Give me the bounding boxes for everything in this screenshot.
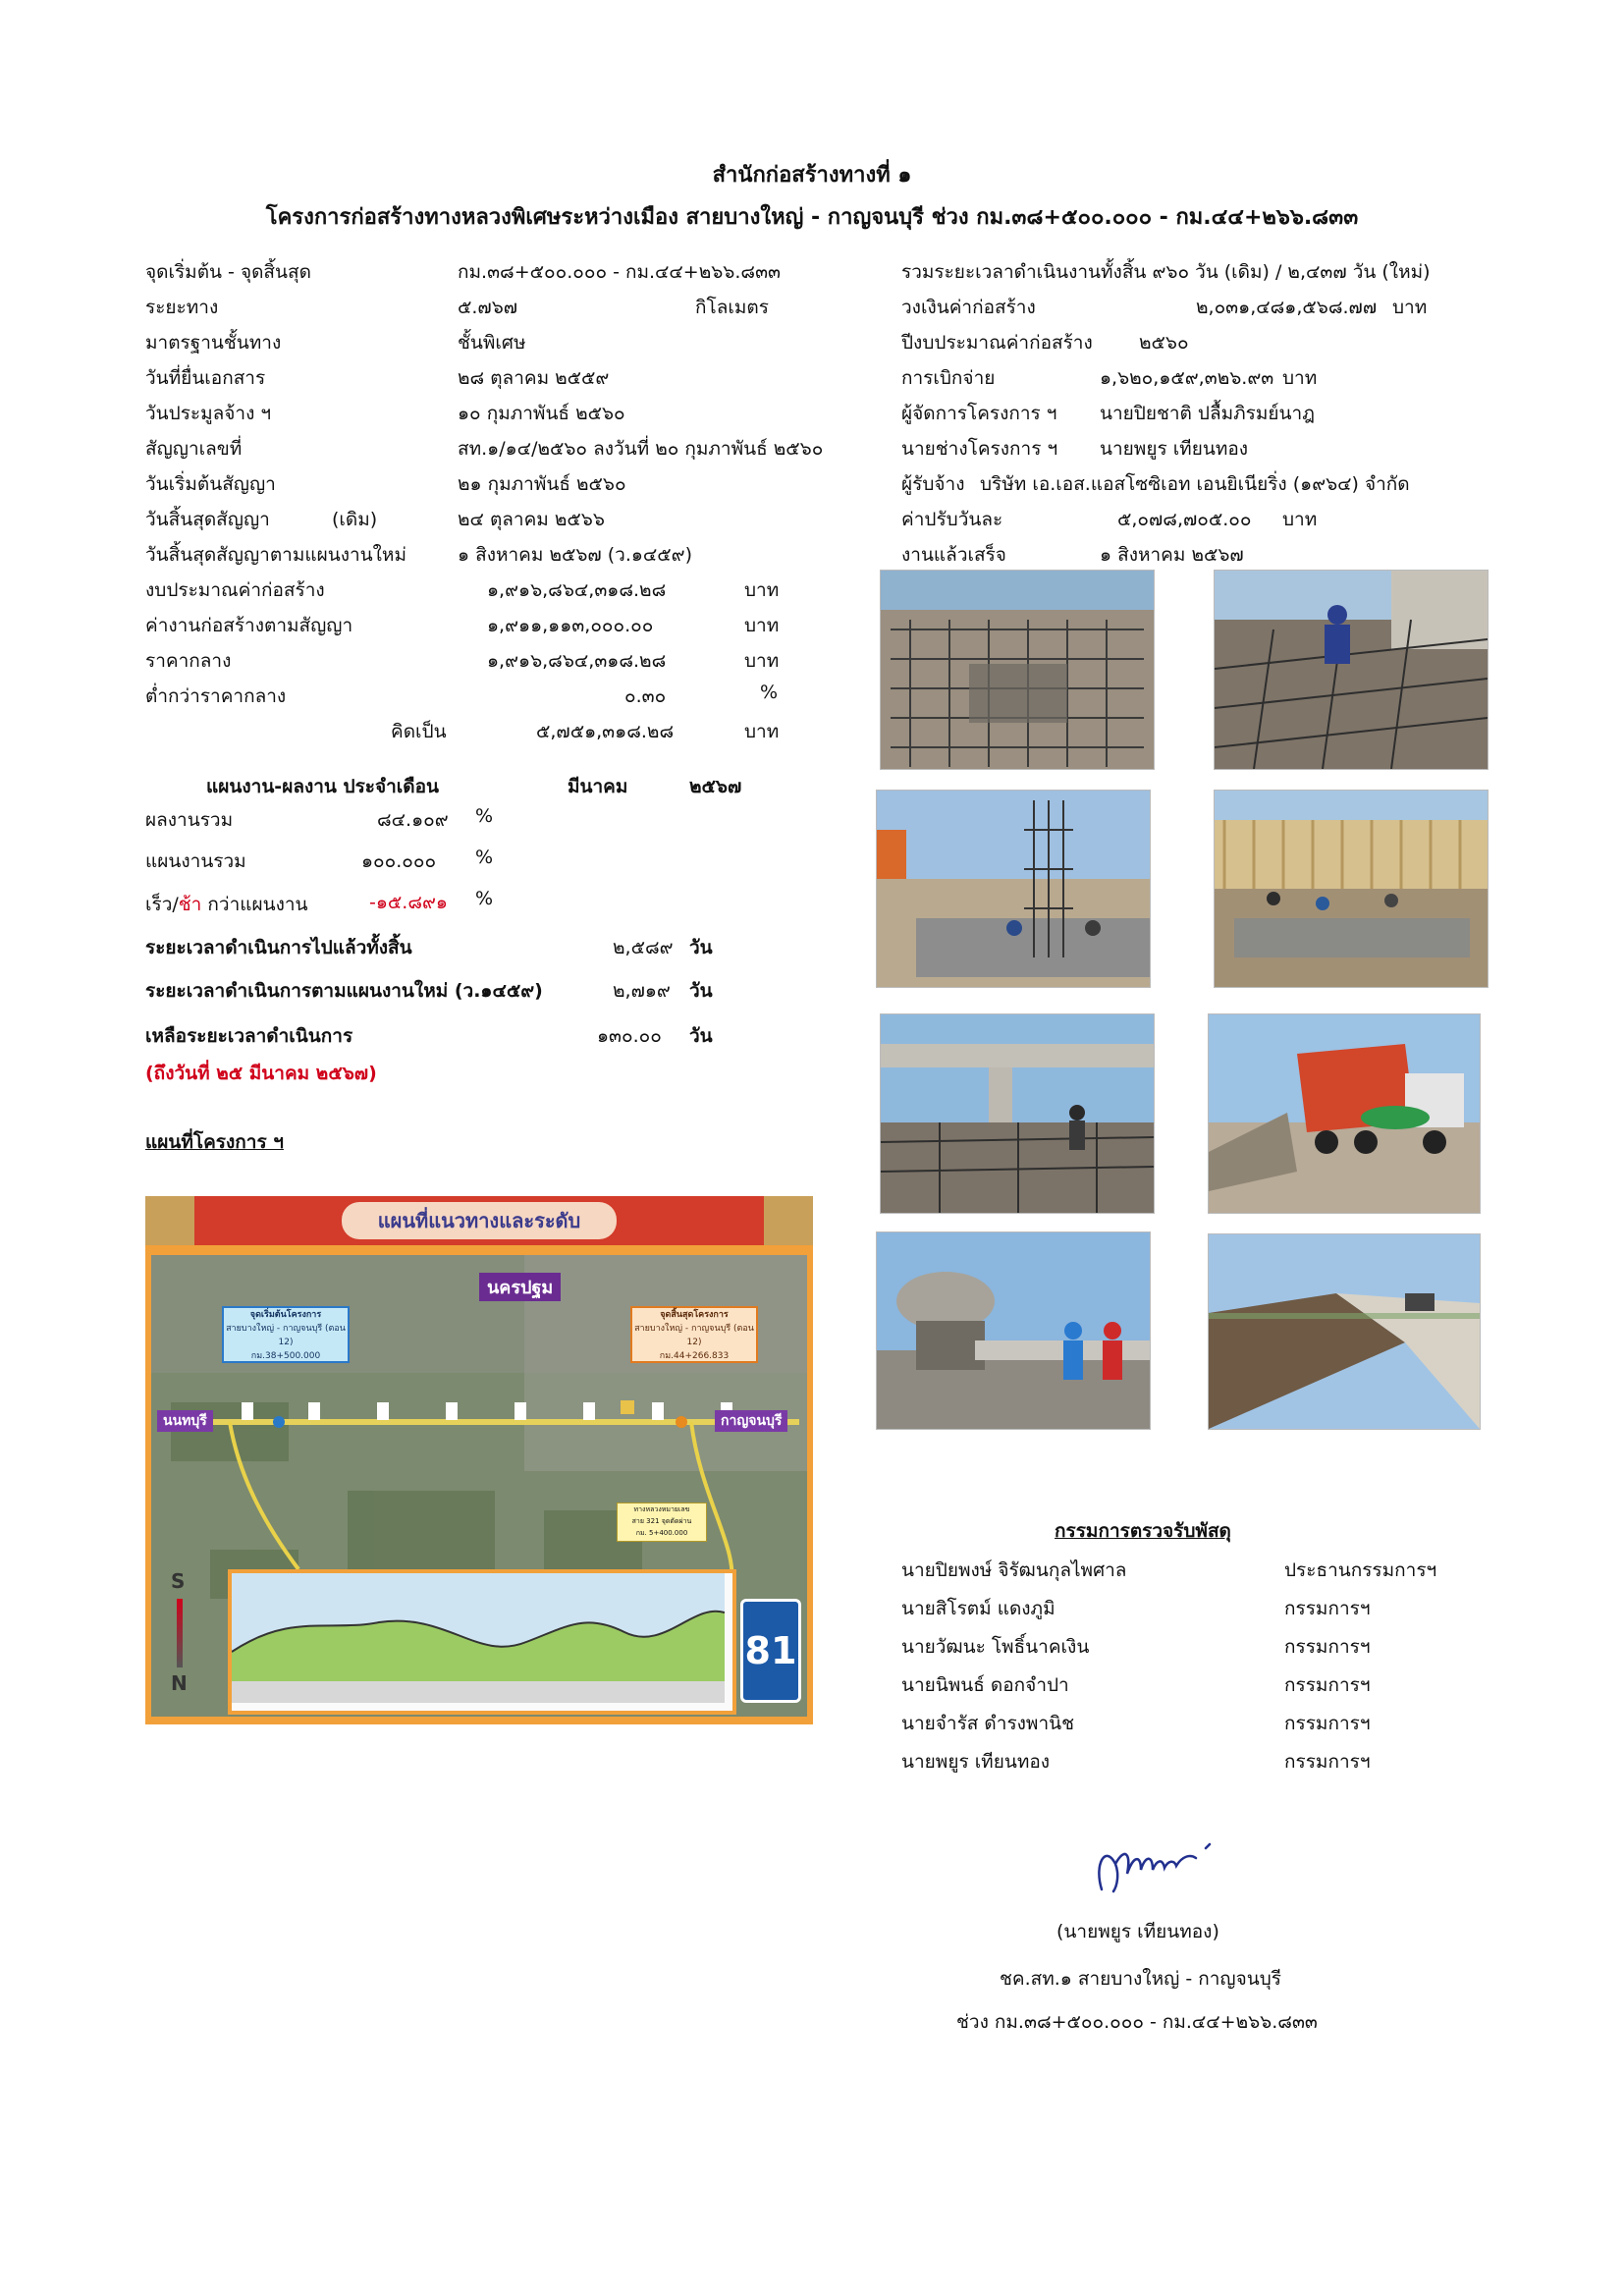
map-left-direction: นนทบุรี xyxy=(157,1410,213,1432)
committee-name: นายนิพนธ์ ดอกจำปา xyxy=(901,1674,1069,1696)
progress-value-diff: -๑๕.๘๙๑ xyxy=(369,892,448,913)
route-shield: 81 xyxy=(740,1599,801,1703)
info-label: วันสิ้นสุดสัญญา xyxy=(145,509,270,530)
info-value: บริษัท เอ.เอส.แอสโซซิเอท เอนยิเนียริ่ง (๑๙๖๔) จำกัด xyxy=(980,473,1410,495)
signature-name: (นายพยูร เทียนทอง) xyxy=(1056,1921,1219,1942)
map-profile-inset xyxy=(228,1569,736,1715)
budget-unit: % xyxy=(760,682,779,703)
photo-pile-caps xyxy=(1214,790,1489,988)
budget-value: ๐.๓๐ xyxy=(624,685,667,707)
budget-unit: บาท xyxy=(744,615,780,636)
committee-name: นายสิโรตม์ แดงภูมิ xyxy=(901,1598,1056,1619)
committee-name: นายวัฒนะ โพธิ์นาคเงิน xyxy=(901,1636,1090,1658)
budget-unit: บาท xyxy=(744,650,780,672)
info-label: งานแล้วเสร็จ xyxy=(901,544,1006,566)
map-end-box xyxy=(630,1306,758,1363)
photo-concrete-mixer xyxy=(876,1231,1151,1430)
as-of-date: (ถึงวันที่ ๒๕ มีนาคม ๒๕๖๗) xyxy=(145,1063,377,1084)
info-value: ๑๐ กุมภาพันธ์ ๒๕๖๐ xyxy=(458,403,625,424)
photo-bridge-deck xyxy=(880,1013,1155,1214)
start-box-line: จุดเริ่มต้นโครงการ xyxy=(249,1310,322,1320)
progress-value: ๘๔.๑๐๙ xyxy=(377,809,449,831)
committee-name: นายจำรัส ดำรงพานิช xyxy=(901,1713,1075,1734)
info-label: รวมระยะเวลาดำเนินงานทั้งสิ้น ๙๖๐ วัน (เดิม) / ๒,๔๓๗ วัน (ใหม่) xyxy=(901,261,1431,283)
duration-label: ระยะเวลาดำเนินการตามแผนงานใหม่ (ว.๑๔๕๙) xyxy=(145,980,543,1002)
progress-unit: % xyxy=(475,805,494,827)
project-map xyxy=(145,1196,813,1724)
photo-column-rebar xyxy=(876,790,1151,988)
committee-heading: กรรมการตรวจรับพัสดุ xyxy=(1055,1520,1231,1542)
fast-label: เร็ว/ xyxy=(145,894,179,915)
end-box-line: สายบางใหญ่ - กาญจนบุรี (ตอน 12) xyxy=(634,1324,754,1347)
duration-value: ๒,๗๑๙ xyxy=(613,980,671,1002)
budget-unit: บาท xyxy=(744,721,780,742)
signature-scribble xyxy=(1088,1834,1225,1901)
duration-unit: วัน xyxy=(689,937,713,958)
info-unit: บาท xyxy=(1282,509,1318,530)
info-label: วงเงินค่าก่อสร้าง xyxy=(901,297,1036,318)
compass-south: S xyxy=(171,1569,186,1593)
info-unit: กิโลเมตร xyxy=(695,297,769,318)
info-label: นายช่างโครงการ ฯ xyxy=(901,438,1058,460)
info-value: ๒๑ กุมภาพันธ์ ๒๕๖๐ xyxy=(458,473,626,495)
info-unit: บาท xyxy=(1392,297,1428,318)
signature-position: ชค.สท.๑ สายบางใหญ่ - กาญจนบุรี xyxy=(1000,1968,1281,1990)
info-label: วันประมูลจ้าง ฯ xyxy=(145,403,272,424)
budget-label: คิดเป็น xyxy=(391,721,447,742)
slow-label: ช้า xyxy=(178,894,202,915)
map-right-direction: กาญจนบุรี xyxy=(715,1410,787,1432)
info-label: ผู้จัดการโครงการ ฯ xyxy=(901,403,1057,424)
info-label: วันเริ่มต้นสัญญา xyxy=(145,473,276,495)
map-city-label: นครปฐม xyxy=(479,1273,561,1301)
info-value: ๑ สิงหาคม ๒๕๖๗ (ว.๑๔๕๙) xyxy=(458,544,693,566)
committee-role: กรรมการฯ xyxy=(1284,1751,1371,1773)
photo-workers-rebar xyxy=(1214,570,1489,770)
progress-year: ๒๕๖๗ xyxy=(689,776,742,797)
progress-month: มีนาคม xyxy=(568,776,628,797)
info-label: ระยะทาง xyxy=(145,297,219,318)
budget-value: ๑,๙๑๖,๘๖๔,๓๑๘.๒๘ xyxy=(487,579,667,601)
info-value: ชั้นพิเศษ xyxy=(458,332,526,354)
info-value: ๒,๐๓๑,๔๘๑,๕๖๘.๗๗ xyxy=(1196,297,1378,318)
info-label: ผู้รับจ้าง xyxy=(901,473,965,495)
project-title: โครงการก่อสร้างทางหลวงพิเศษระหว่างเมือง สายบางใหญ่ - กาญจนบุรี ช่วง กม.๓๘+๕๐๐.๐๐๐ - กม.๔๔+๒๖๖.๘๓๓ xyxy=(265,205,1359,230)
committee-role: กรรมการฯ xyxy=(1284,1713,1371,1734)
end-box-line: จุดสิ้นสุดโครงการ xyxy=(660,1310,729,1320)
info-value: กม.๓๘+๕๐๐.๐๐๐ - กม.๔๔+๒๖๖.๘๓๓ xyxy=(458,261,782,283)
info-label: ค่าปรับวันละ xyxy=(901,509,1003,530)
budget-label: ราคากลาง xyxy=(145,650,232,672)
mid-box-line: สาย 321 จุดตัดผ่าน xyxy=(631,1517,692,1525)
info-value: ๑ สิงหาคม ๒๕๖๗ xyxy=(1100,544,1244,566)
duration-unit: วัน xyxy=(689,980,713,1002)
committee-role: กรรมการฯ xyxy=(1284,1674,1371,1696)
budget-value: ๑,๙๑๑,๑๑๓,๐๐๐.๐๐ xyxy=(487,615,654,636)
info-label: มาตรฐานชั้นทาง xyxy=(145,332,282,354)
info-value: ๒๔ ตุลาคม ๒๕๖๖ xyxy=(458,509,605,530)
progress-value: ๑๐๐.๐๐๐ xyxy=(361,850,437,872)
duration-value: ๑๓๐.๐๐ xyxy=(597,1025,662,1047)
budget-value: ๕,๗๕๑,๓๑๘.๒๘ xyxy=(536,721,675,742)
info-label: ปีงบประมาณค่าก่อสร้าง xyxy=(901,332,1093,354)
duration-label: ระยะเวลาดำเนินการไปแล้วทั้งสิ้น xyxy=(145,937,412,958)
info-value: ๕.๗๖๗ xyxy=(458,297,518,318)
duration-unit: วัน xyxy=(689,1025,713,1047)
progress-unit: % xyxy=(475,847,494,868)
mid-box-line: ทางหลวงหมายเลข xyxy=(633,1505,690,1513)
info-label: วันสิ้นสุดสัญญาตามแผนงานใหม่ xyxy=(145,544,406,566)
info-label: จุดเริ่มต้น - จุดสิ้นสุด xyxy=(145,261,311,283)
progress-heading: แผนงาน-ผลงาน ประจำเดือน xyxy=(206,776,440,797)
info-value: นายพยูร เทียนทอง xyxy=(1100,438,1249,460)
info-label: สัญญาเลขที่ xyxy=(145,438,243,460)
budget-label: ค่างานก่อสร้างตามสัญญา xyxy=(145,615,353,636)
info-label: การเบิกจ่าย xyxy=(901,367,996,389)
start-box-line: สายบางใหญ่ - กาญจนบุรี (ตอน 12) xyxy=(226,1324,346,1347)
signature-section: ช่วง กม.๓๘+๕๐๐.๐๐๐ - กม.๔๔+๒๖๖.๘๓๓ xyxy=(956,2011,1318,2033)
map-banner-emblem-left xyxy=(145,1196,194,1245)
progress-label-ahead-behind xyxy=(145,890,308,919)
progress-label: แผนงานรวม xyxy=(145,850,246,872)
start-box-line: กม.38+500.000 xyxy=(250,1351,321,1361)
mid-box-line: กม. 5+400.000 xyxy=(635,1529,688,1537)
committee-name: นายปิยพงษ์ จิรัฒนกุลไพศาล xyxy=(901,1559,1127,1581)
budget-label: งบประมาณค่าก่อสร้าง xyxy=(145,579,325,601)
duration-label: เหลือระยะเวลาดำเนินการ xyxy=(145,1025,353,1047)
photo-rebar-grid xyxy=(880,570,1155,770)
map-banner-title: แผนที่แนวทางและระดับ xyxy=(342,1202,617,1239)
info-value: สท.๑/๑๔/๒๕๖๐ ลงวันที่ ๒๐ กุมภาพันธ์ ๒๕๖๐ xyxy=(458,438,824,460)
progress-label: ผลงานรวม xyxy=(145,809,234,831)
info-value: นายปิยชาติ ปลื้มภิรมย์นาฎ xyxy=(1100,403,1315,424)
map-mid-box xyxy=(617,1503,707,1542)
info-label: วันที่ยื่นเอกสาร xyxy=(145,367,266,389)
info-value: ๒๕๖๐ xyxy=(1139,332,1189,354)
info-value: ๑,๖๒๐,๑๕๙,๓๒๖.๙๓ xyxy=(1100,367,1274,389)
committee-name: นายพยูร เทียนทอง xyxy=(901,1751,1051,1773)
budget-unit: บาท xyxy=(744,579,780,601)
budget-label: ต่ำกว่าราคากลาง xyxy=(145,685,287,707)
progress-unit: % xyxy=(475,888,494,909)
info-unit: บาท xyxy=(1282,367,1318,389)
map-banner-emblem-right xyxy=(764,1196,813,1245)
committee-role: ประธานกรรมการฯ xyxy=(1284,1559,1437,1581)
compass-north: N xyxy=(171,1671,188,1695)
end-box-line: กม.44+266.833 xyxy=(659,1351,730,1361)
duration-value: ๒,๕๘๙ xyxy=(613,937,674,958)
info-note: (เดิม) xyxy=(332,509,378,530)
info-value: ๒๘ ตุลาคม ๒๕๕๙ xyxy=(458,367,610,389)
committee-role: กรรมการฯ xyxy=(1284,1636,1371,1658)
map-heading: แผนที่โครงการ ฯ xyxy=(145,1131,284,1153)
office-title: สำนักก่อสร้างทางที่ ๑ xyxy=(712,163,912,188)
rest-label: กว่าแผนงาน xyxy=(201,894,308,915)
info-value: ๕,๐๗๘,๗๐๕.๐๐ xyxy=(1117,509,1252,530)
budget-value: ๑,๙๑๖,๘๖๔,๓๑๘.๒๘ xyxy=(487,650,667,672)
compass-needle-icon xyxy=(177,1599,183,1667)
photo-embankment xyxy=(1208,1233,1481,1430)
photo-dump-truck xyxy=(1208,1013,1481,1214)
map-start-box xyxy=(222,1306,350,1363)
committee-role: กรรมการฯ xyxy=(1284,1598,1371,1619)
